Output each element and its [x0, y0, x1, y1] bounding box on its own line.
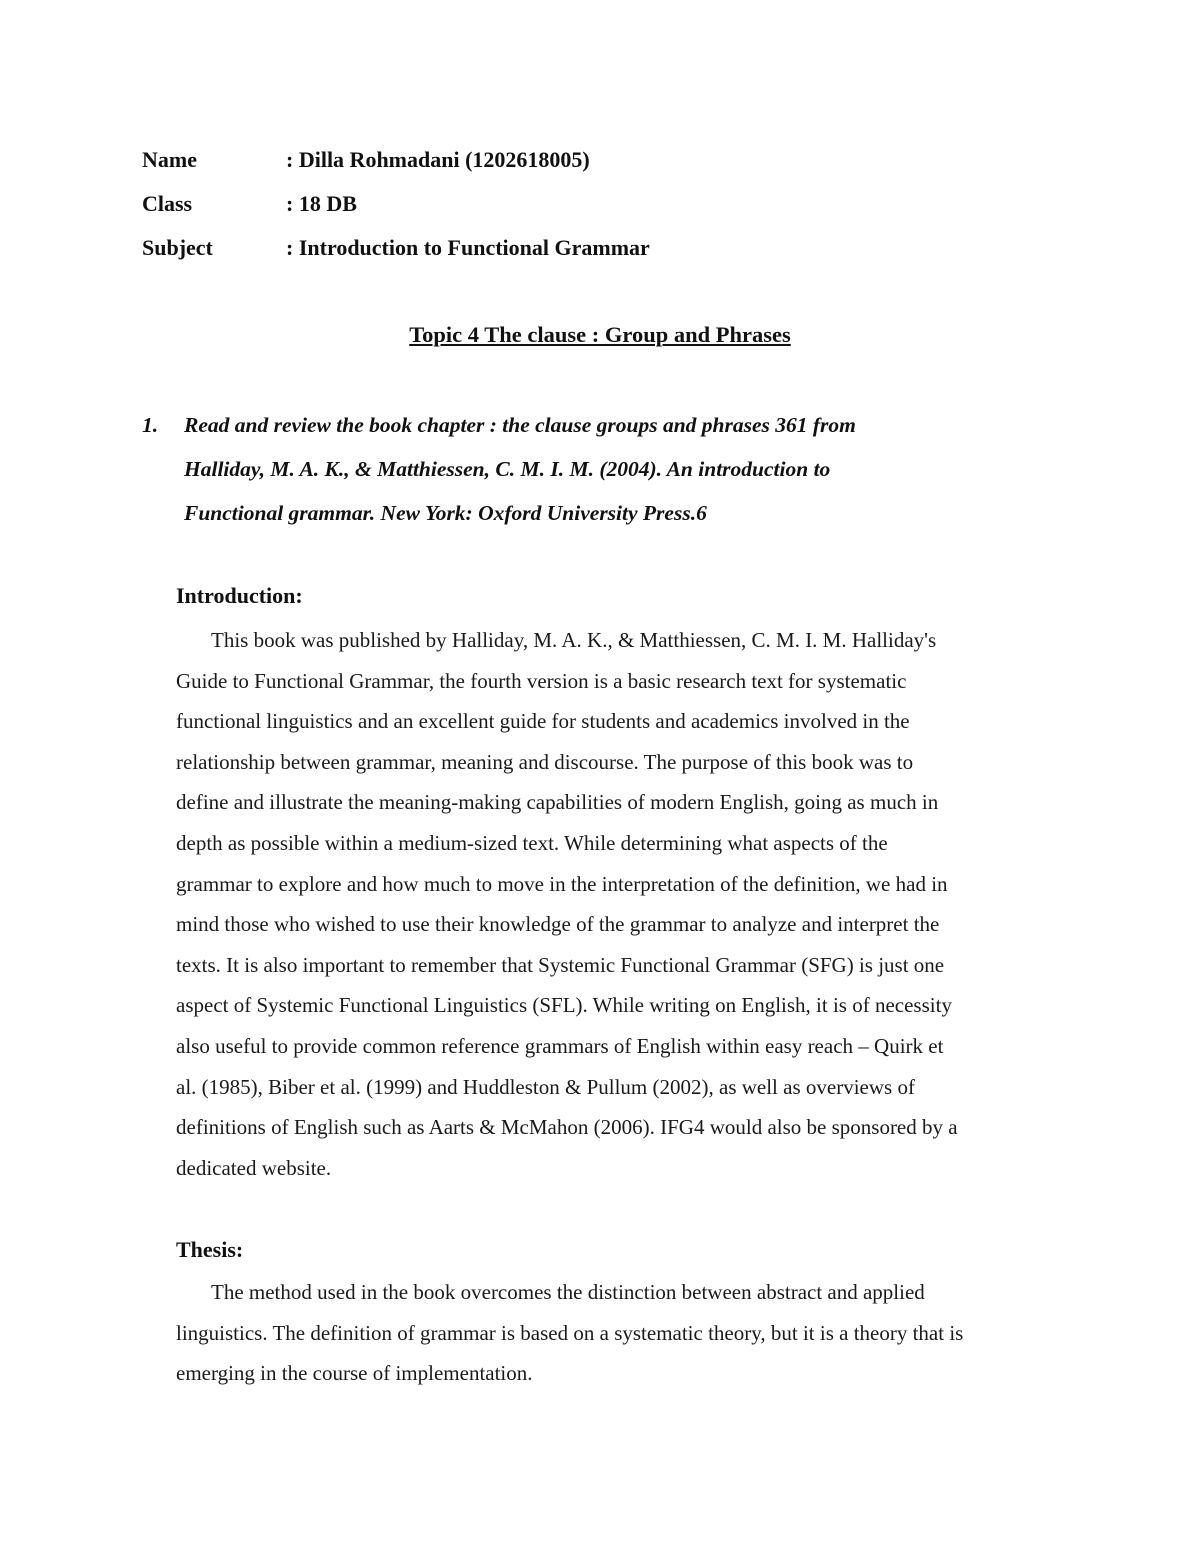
paragraph-line: depth as possible within a medium-sized text. While determining what aspects of the — [176, 830, 888, 855]
thesis-paragraph — [176, 1272, 1066, 1394]
name-value: : Dilla Rohmadani (1202618005) — [286, 147, 590, 172]
paragraph-line: This book was published by Halliday, M. A. K., & Matthiessen, C. M. I. M. Halliday's — [211, 628, 937, 652]
paragraph-line: aspect of Systemic Functional Linguistics (SFL). While writing on English, it is of necessity — [176, 993, 952, 1018]
student-info — [142, 138, 1042, 270]
paragraph-line: Guide to Functional Grammar, the fourth version is a basic research text for systematic — [176, 668, 907, 693]
subject-value: : Introduction to Functional Grammar — [286, 235, 650, 260]
introduction-heading: Introduction: — [176, 583, 303, 608]
paragraph-line: texts. It is also important to remember that Systemic Functional Grammar (SFG) is just one — [176, 952, 945, 977]
paragraph-line: definitions of English such as Aarts & McMahon (2006). IFG4 would also be sponsored by a — [176, 1115, 958, 1140]
paragraph-line: emerging in the course of implementation. — [176, 1361, 533, 1386]
task-item — [142, 404, 1042, 536]
task-number: 1. — [142, 413, 159, 437]
task-line: Functional grammar. New York: Oxford University Press.6 — [184, 501, 707, 525]
paragraph-line: define and illustrate the meaning-making capabilities of modern English, going as much in — [176, 790, 939, 815]
subject-label: Subject — [142, 235, 213, 260]
class-value: : 18 DB — [286, 191, 357, 216]
class-row — [142, 182, 1042, 226]
subject-row — [142, 226, 1042, 270]
task-line: Halliday, M. A. K., & Matthiessen, C. M. I. M. (2004). An introduction to — [184, 457, 831, 481]
paragraph-line: linguistics. The definition of grammar is based on a systematic theory, but it is a theory that is — [176, 1320, 964, 1345]
paragraph-line: grammar to explore and how much to move in the interpretation of the definition, we had in — [176, 871, 948, 896]
task-line: Read and review the book chapter : the clause groups and phrases 361 from — [184, 413, 856, 437]
topic-title: Topic 4 The clause : Group and Phrases — [409, 322, 791, 347]
paragraph-line: mind those who wished to use their knowledge of the grammar to analyze and interpret the — [176, 912, 940, 937]
class-label: Class — [142, 191, 193, 216]
introduction-paragraph — [176, 620, 1066, 1188]
paragraph-line: functional linguistics and an excellent guide for students and academics involved in the — [176, 709, 910, 734]
name-row — [142, 138, 1042, 182]
name-label: Name — [142, 147, 197, 172]
paragraph-line: The method used in the book overcomes the distinction between abstract and applied — [211, 1280, 925, 1304]
paragraph-line: dedicated website. — [176, 1155, 332, 1180]
paragraph-line: al. (1985), Biber et al. (1999) and Huddleston & Pullum (2002), as well as overviews of — [176, 1074, 915, 1099]
paragraph-line: also useful to provide common reference grammars of English within easy reach – Quirk et — [176, 1033, 944, 1058]
paragraph-line: relationship between grammar, meaning and discourse. The purpose of this book was to — [176, 749, 914, 774]
thesis-heading: Thesis: — [176, 1237, 244, 1262]
